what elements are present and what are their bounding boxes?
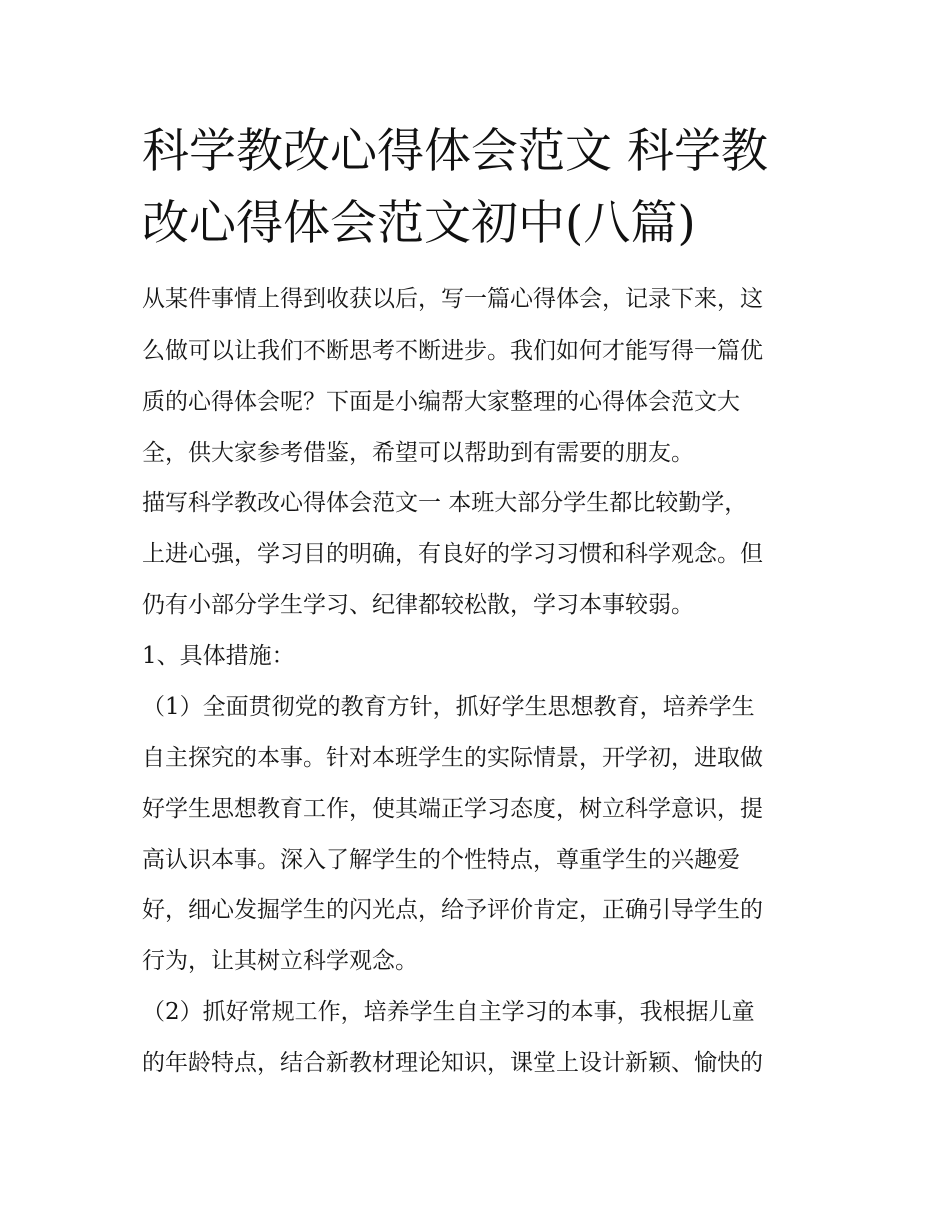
- body-line-11: 好学生思想教育工作，使其端正学习态度，树立科学意识，提: [142, 796, 763, 822]
- body-line-10: 自主探究的本事。针对本班学生的实际情景，开学初，进取做: [142, 745, 763, 771]
- body-line-8: 1、具体措施：: [142, 643, 295, 669]
- body-line-3: 质的心得体会呢？下面是小编帮大家整理的心得体会范文大: [142, 389, 740, 415]
- body-line-14: 行为，让其树立科学观念。: [142, 948, 418, 974]
- body-line-4: 全，供大家参考借鉴，希望可以帮助到有需要的朋友。: [142, 440, 694, 466]
- body-line-12: 高认识本事。深入了解学生的个性特点，尊重学生的兴趣爱: [142, 847, 740, 873]
- title-line-1: 科学教改心得体会范文 科学教: [142, 124, 768, 179]
- body-line-1: 从某件事情上得到收获以后，写一篇心得体会，记录下来，这: [142, 286, 763, 312]
- body-line-5: 描写科学教改心得体会范文一 本班大部分学生都比较勤学，: [142, 490, 748, 516]
- body-line-2: 么做可以让我们不断思考不断进步。我们如何才能写得一篇优: [142, 338, 763, 364]
- body-line-13: 好，细心发掘学生的闪光点，给予评价肯定，正确引导学生的: [142, 897, 763, 923]
- document-title: [142, 116, 822, 260]
- body-line-9: （1）全面贯彻党的教育方针，抓好学生思想教育，培养学生: [142, 694, 755, 720]
- body-line-15: （2）抓好常规工作，培养学生自主学习的本事，我根据儿童: [142, 999, 755, 1025]
- body-line-16: 的年龄特点，结合新教材理论知识，课堂上设计新颖、愉快的: [142, 1050, 763, 1076]
- title-line-2: 改心得体会范文初中(八篇): [142, 196, 696, 251]
- body-line-7: 仍有小部分学生学习、纪律都较松散，学习本事较弱。: [142, 592, 694, 618]
- body-line-6: 上进心强，学习目的明确，有良好的学习习惯和科学观念。但: [142, 541, 763, 567]
